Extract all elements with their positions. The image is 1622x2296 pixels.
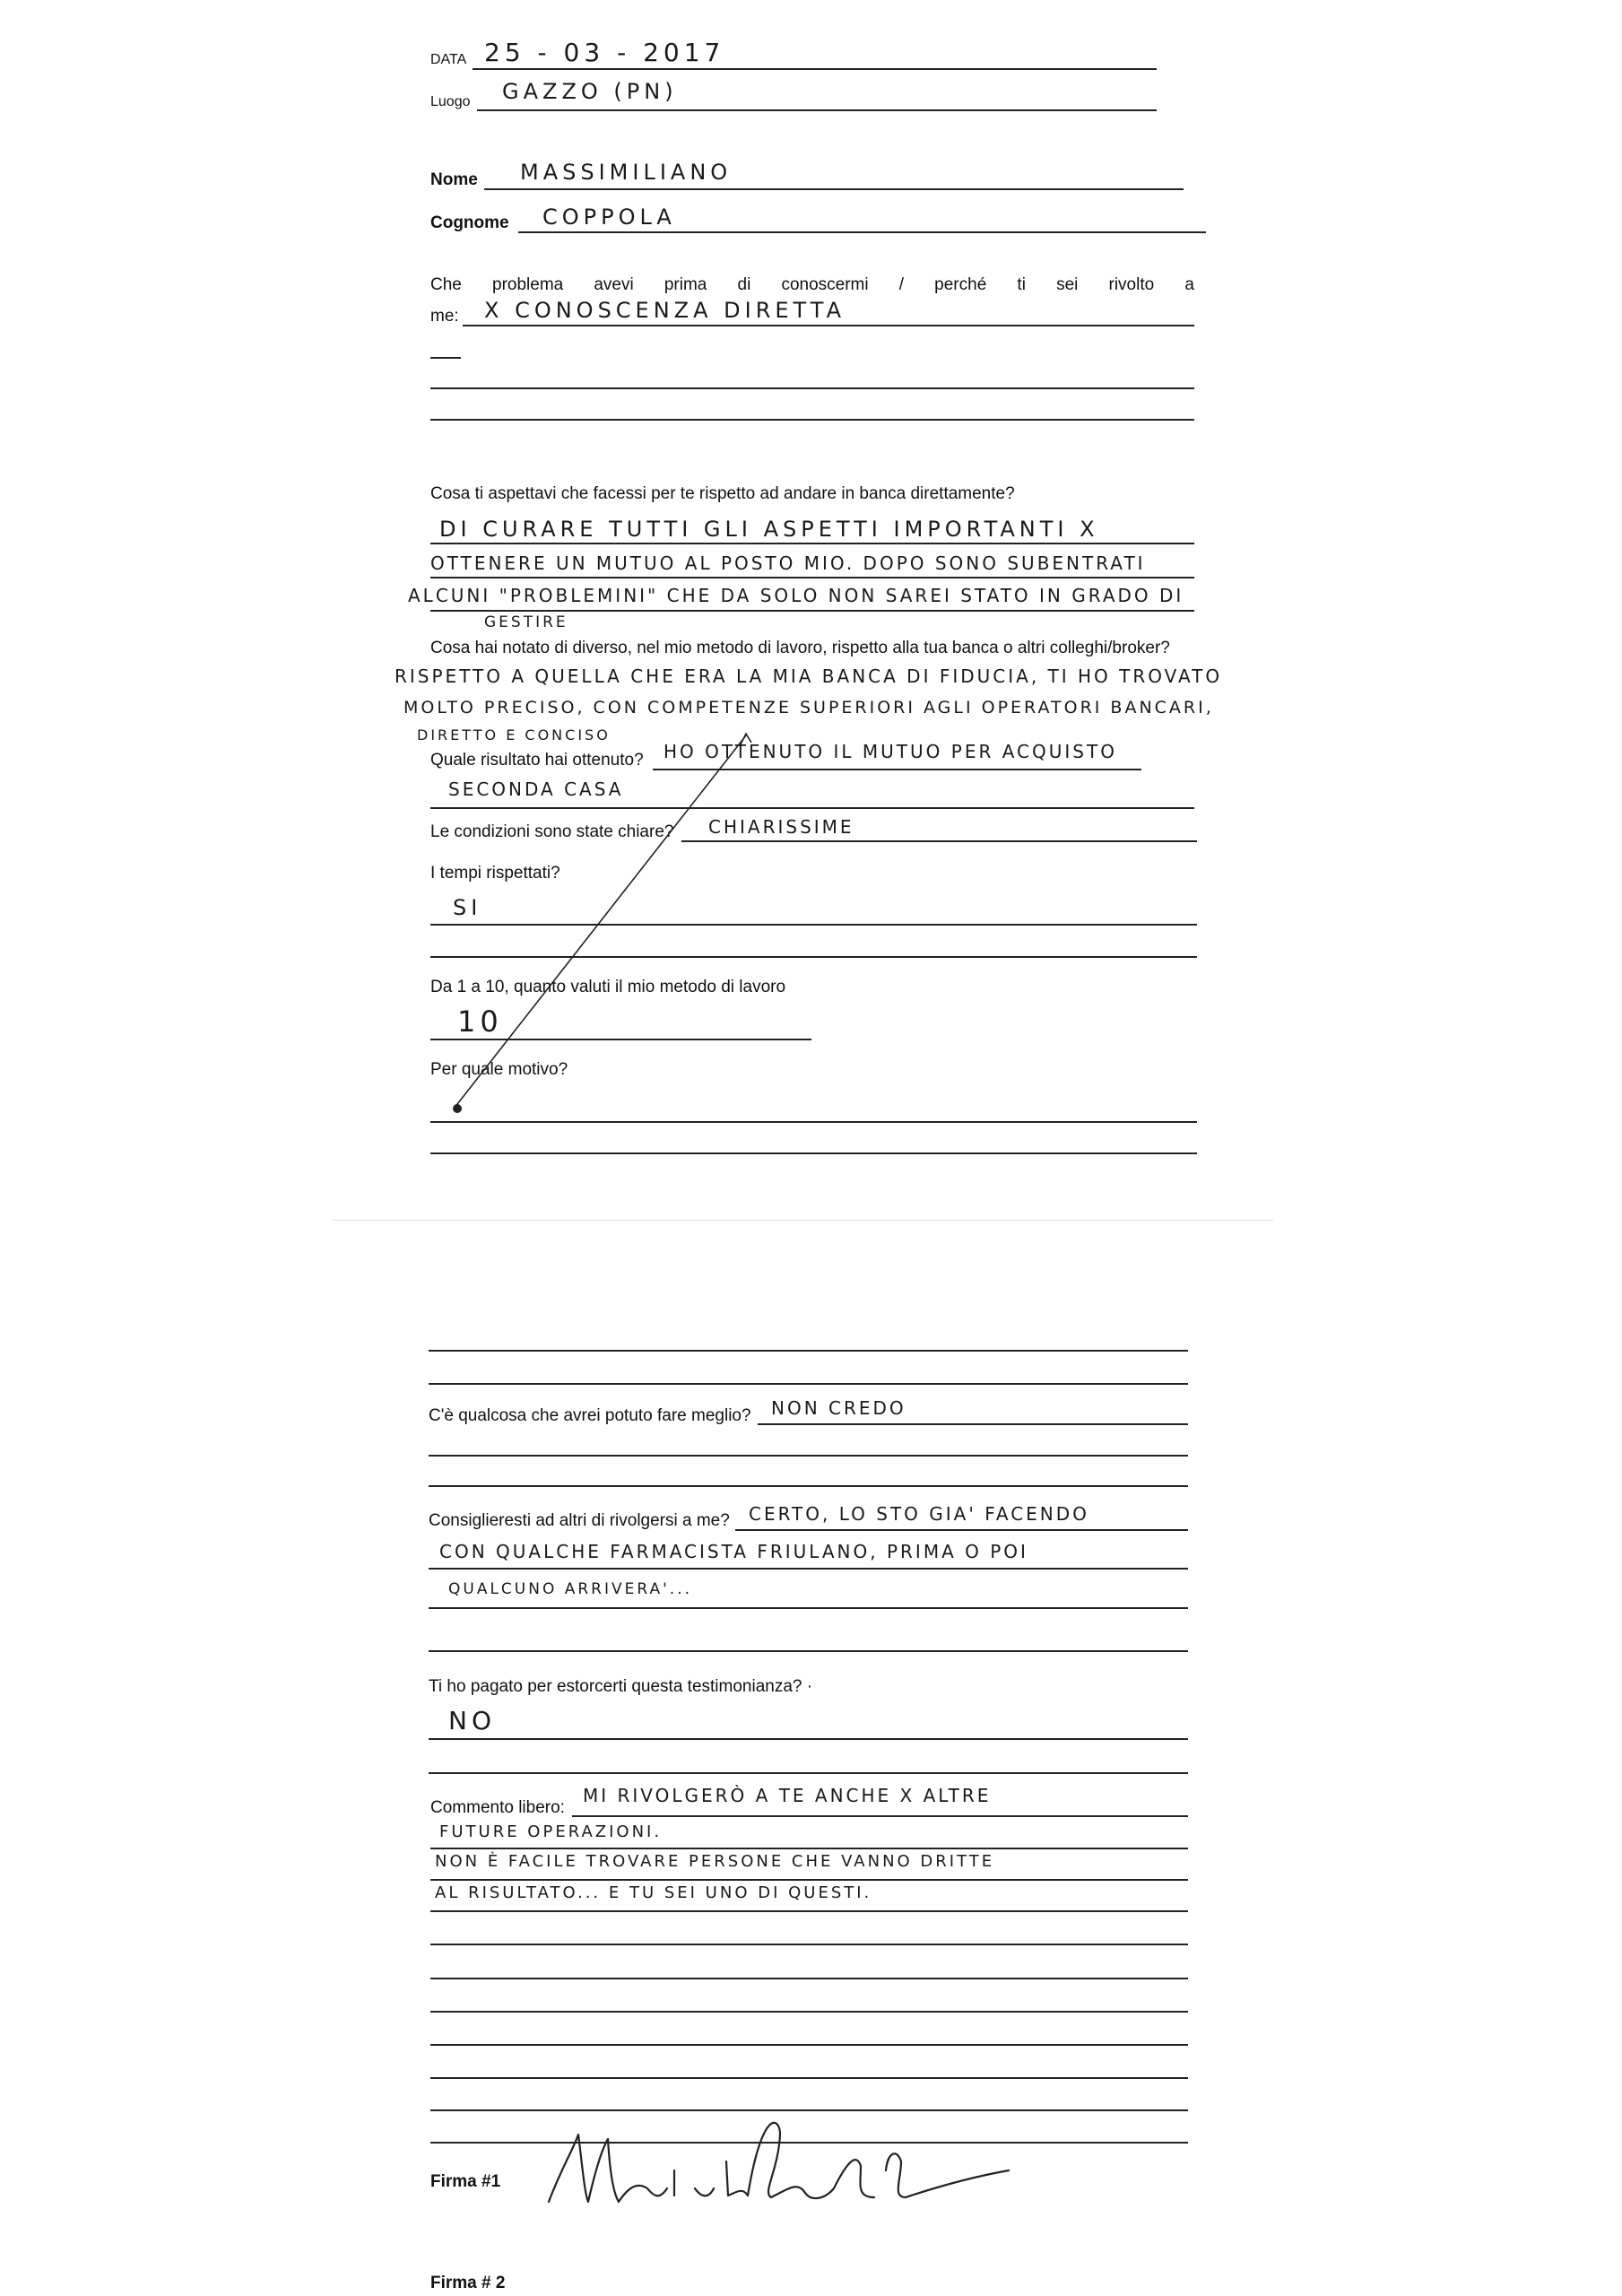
question-paid-label: Ti ho pagato per estorcerti questa testimonianza? · — [429, 1677, 813, 1696]
place-value: GAZZO (PN) — [502, 79, 678, 104]
timing-answer: SI — [453, 895, 482, 920]
question-result-label: Quale risultato hai ottenuto? — [430, 751, 644, 770]
question-difference-label: Cosa hai notato di diverso, nel mio metodo di lavoro, rispetto alla tua banca o altri colleghi/broker? — [430, 639, 1170, 657]
comment-answer-1: MI RIVOLGERÒ A TE ANCHE X ALTRE — [583, 1785, 992, 1806]
name-label: Nome — [430, 170, 478, 189]
recommend-answer-2: CON QUALCHE FARMACISTA FRIULANO, PRIMA O POI — [439, 1541, 1028, 1562]
difference-answer-1: RISPETTO A QUELLA CHE ERA LA MIA BANCA DI FIDUCIA, TI HO TROVATO — [395, 665, 1223, 687]
question-rating-label: Da 1 a 10, quanto valuti il mio metodo di lavoro — [430, 978, 786, 996]
recommend-answer-1: CERTO, LO STO GIA' FACENDO — [749, 1503, 1089, 1525]
place-label: Luogo — [430, 94, 471, 109]
signature-1-label: Firma #1 — [430, 2172, 501, 2191]
question-problem-label: Che problema avevi prima di conoscermi / perché ti sei rivolto a — [430, 275, 1194, 294]
question-timing-label: I tempi rispettati? — [430, 864, 560, 883]
date-value: 25 - 03 - 2017 — [484, 38, 725, 67]
result-answer-1: HO OTTENUTO IL MUTUO PER ACQUISTO — [664, 741, 1117, 762]
question-reason-label: Per quale motivo? — [430, 1060, 568, 1079]
rating-answer: 10 — [457, 1004, 503, 1039]
result-answer-2: SECONDA CASA — [448, 778, 624, 800]
expectation-answer-3: ALCUNI "PROBLEMINI" CHE DA SOLO NON SAREI STATO IN GRADO DI — [408, 585, 1184, 606]
surname-value: COPPOLA — [542, 204, 676, 230]
recommend-answer-3: QUALCUNO ARRIVERA'... — [448, 1580, 693, 1598]
improve-answer: NON CREDO — [771, 1397, 906, 1419]
surname-label: Cognome — [430, 213, 509, 232]
difference-answer-2: MOLTO PRECISO, CON COMPETENZE SUPERIORI AGLI OPERATORI BANCARI, — [403, 698, 1214, 718]
paid-answer: NO — [448, 1706, 496, 1735]
signature-2-label: Firma # 2 — [430, 2274, 506, 2292]
difference-answer-3: DIRETTO E CONCISO — [417, 726, 611, 744]
expectation-answer-4: GESTIRE — [484, 613, 568, 631]
expectation-answer-2: OTTENERE UN MUTUO AL POSTO MIO. DOPO SONO SUBENTRATI — [430, 552, 1146, 574]
question-recommend-label: Consiglieresti ad altri di rivolgersi a me? — [429, 1511, 730, 1530]
conditions-answer: CHIARISSIME — [708, 816, 854, 838]
question-conditions-label: Le condizioni sono state chiare? — [430, 822, 674, 841]
expectation-answer-1: DI CURARE TUTTI GLI ASPETTI IMPORTANTI X — [439, 517, 1099, 542]
comment-answer-2: FUTURE OPERAZIONI. — [439, 1822, 663, 1841]
comment-label: Commento libero: — [430, 1798, 565, 1817]
name-value: MASSIMILIANO — [520, 160, 733, 185]
question-improve-label: C'è qualcosa che avrei potuto fare meglio? — [429, 1406, 751, 1425]
comment-answer-4: AL RISULTATO... E TU SEI UNO DI QUESTI. — [435, 1883, 872, 1902]
date-label: DATA — [430, 52, 467, 67]
question-problem-label-cont: me: — [430, 307, 459, 326]
problem-answer: X CONOSCENZA DIRETTA — [484, 298, 846, 323]
comment-answer-3: NON È FACILE TROVARE PERSONE CHE VANNO DRITTE — [435, 1852, 995, 1871]
question-expectation-label: Cosa ti aspettavi che facessi per te rispetto ad andare in banca direttamente? — [430, 484, 1015, 503]
